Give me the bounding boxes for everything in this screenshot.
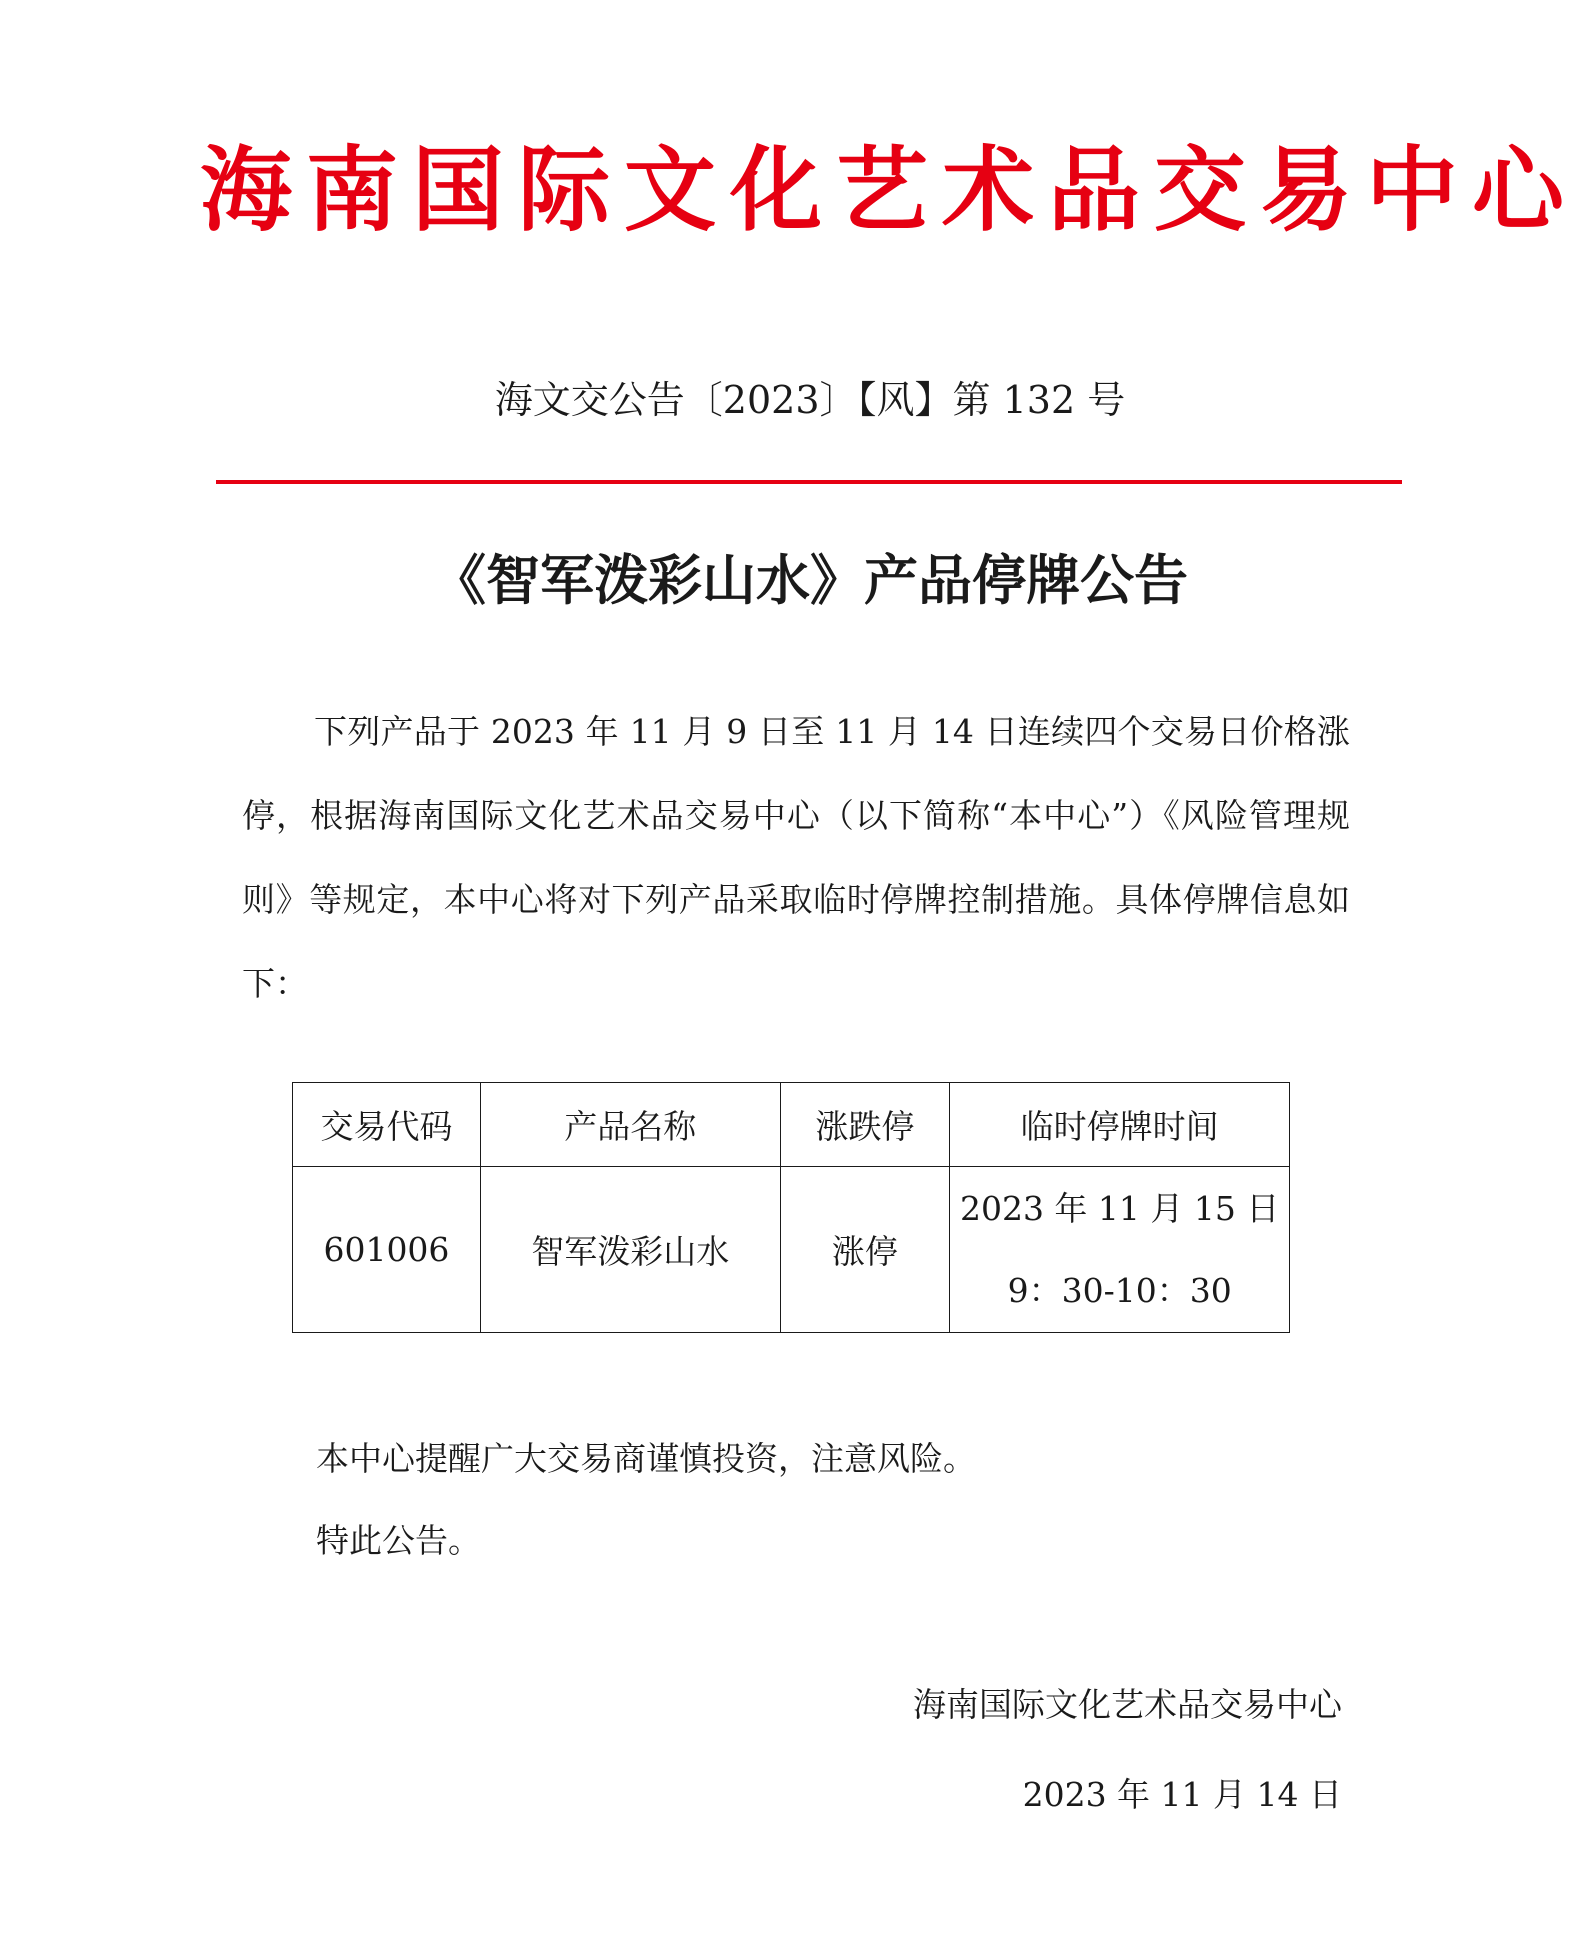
suspension-time-range: 9：30-10：30	[1007, 1270, 1232, 1310]
header-suspension-time: 临时停牌时间	[950, 1083, 1290, 1167]
body-paragraph: 下列产品于 2023 年 11 月 9 日至 11 月 14 日连续四个交易日价格涨停，根据海南国际文化艺术品交易中心（以下简称“本中心”）《风险管理规则》等规定，本中心将对下列产品采取临时停牌控制措施。具体停牌信息如下：	[242, 712, 1350, 1003]
header-product-name: 产品名称	[480, 1083, 780, 1167]
closing-notice: 特此公告。	[316, 1521, 481, 1560]
suspension-date: 2023 年 11 月 15 日	[959, 1188, 1280, 1228]
table-row	[293, 1167, 1290, 1333]
cell-limit: 涨停	[780, 1167, 950, 1333]
cell-suspension-time	[950, 1167, 1290, 1333]
signature-organization: 海南国际文化艺术品交易中心	[913, 1685, 1342, 1724]
document-title: 《智军泼彩山水》产品停牌公告	[432, 548, 1188, 612]
cell-trade-code: 601006	[293, 1167, 481, 1333]
document-number: 海文交公告〔2023〕【风】第 132 号	[494, 378, 1126, 422]
red-divider-line	[216, 480, 1402, 484]
header-limit: 涨跌停	[780, 1083, 950, 1167]
signature-date: 2023 年 11 月 14 日	[1022, 1775, 1342, 1814]
cell-product-name: 智军泼彩山水	[480, 1167, 780, 1333]
closing-block	[316, 1418, 1316, 1582]
risk-reminder: 本中心提醒广大交易商谨慎投资，注意风险。	[316, 1439, 976, 1478]
suspension-table	[292, 1082, 1290, 1333]
table-header-row	[293, 1083, 1290, 1167]
header-trade-code: 交易代码	[293, 1083, 481, 1167]
organization-header: 海南国际文化艺术品交易中心	[200, 136, 1579, 244]
